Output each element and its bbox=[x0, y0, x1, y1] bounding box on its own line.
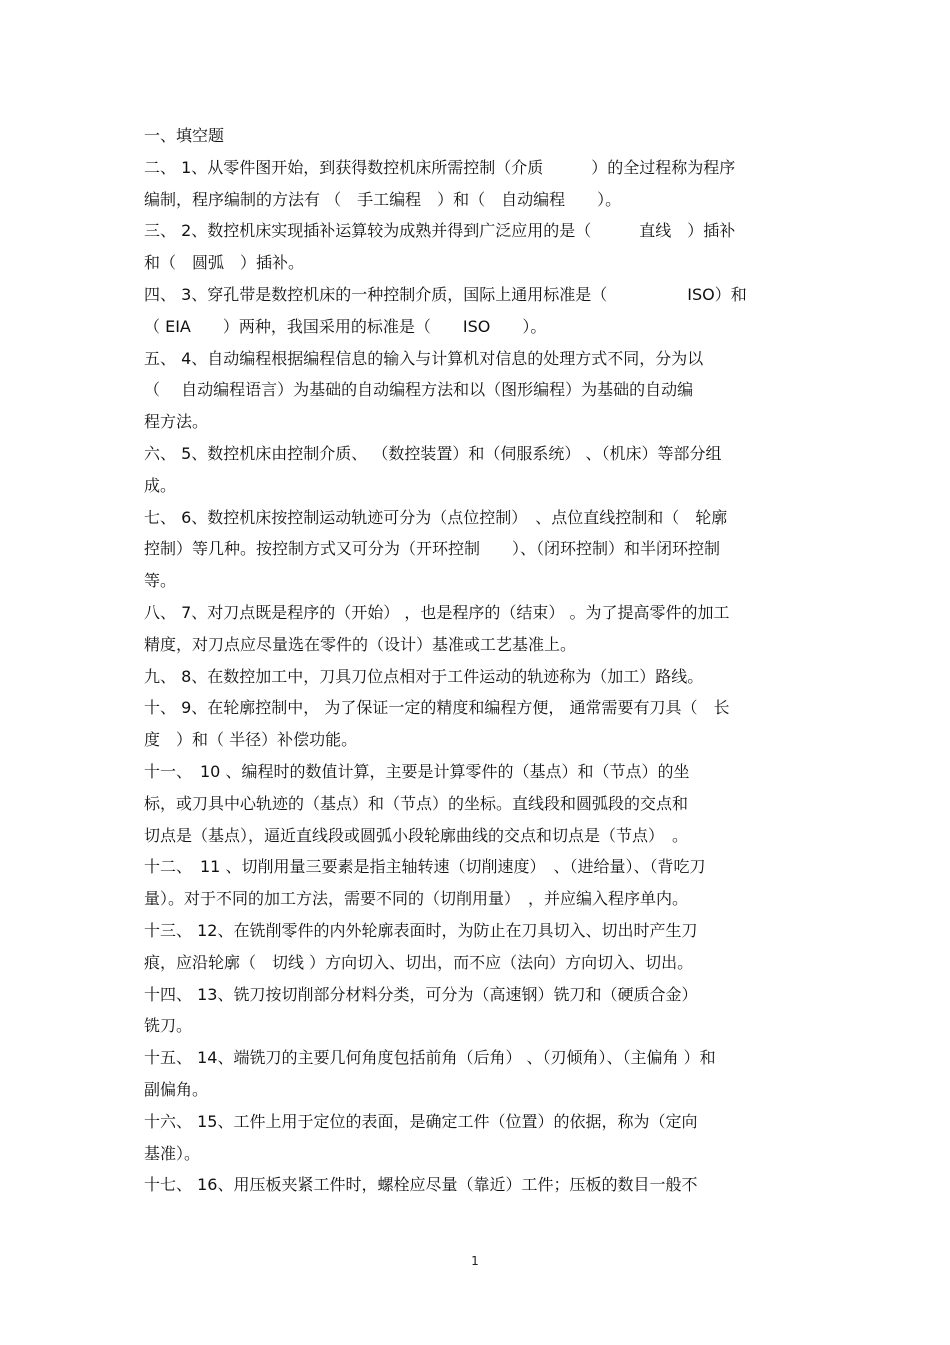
text-line: （ 自动编程语言）为基础的自动编程方法和以（图形编程）为基础的自动编 bbox=[144, 380, 694, 400]
text-line: 五、 4、自动编程根据编程信息的输入与计算机对信息的处理方式不同，分为以 bbox=[144, 348, 704, 368]
text-line: 铣刀。 bbox=[144, 1016, 193, 1036]
text-line: 等。 bbox=[144, 571, 177, 591]
text-line: 十三、 12、在铣削零件的内外轮廓表面时，为防止在刀具切入、切出时产生刀 bbox=[144, 921, 698, 940]
text-line: 十一、 10 、编程时的数值计算，主要是计算零件的（基点）和（节点）的坐 bbox=[144, 762, 690, 781]
text-line: 和（ 圆弧 ）插补。 bbox=[144, 253, 305, 273]
text-line: 十四、 13、铣刀按切削部分材料分类，可分为（高速钢）铣刀和（硬质合金） bbox=[144, 984, 698, 1004]
text-line: 标，或刀具中心轨迹的（基点）和（节点）的坐标。直线段和圆弧段的交点和 bbox=[144, 793, 689, 813]
text-line: 副偏角。 bbox=[144, 1080, 209, 1099]
text-line: 十五、 14、端铣刀的主要几何角度包括前角（后角） 、（刃倾角）、（主偏角 ）和 bbox=[144, 1048, 716, 1068]
text-line: 九、 8、在数控加工中，刀具刀位点相对于工件运动的轨迹称为（加工）路线。 bbox=[144, 666, 704, 686]
text-line: 十、 9、在轮廓控制中， 为了保证一定的精度和编程方便， 通常需要有刀具（ 长 bbox=[144, 698, 730, 718]
text-line: 十七、 16、用压板夹紧工件时，螺栓应尽量（靠近）工件；压板的数目一般不 bbox=[144, 1175, 698, 1195]
text-line: 三、 2、数控机床实现插补运算较为成熟并得到广泛应用的是（ 直线 ）插补 bbox=[144, 221, 736, 241]
page-number: 1 bbox=[471, 1254, 479, 1268]
text-line: 精度，对刀点应尽量选在零件的（设计）基准或工艺基准上。 bbox=[144, 634, 577, 654]
text-line: 编制，程序编制的方法有 （ 手工编程 ）和（ 自动编程 ）。 bbox=[144, 189, 622, 209]
text-line: 量）。对于不同的加工方法，需要不同的（切削用量） ，并应编入程序单内。 bbox=[144, 889, 689, 909]
text-line: 七、 6、数控机床按控制运动轨迹可分为（点位控制） 、点位直线控制和（ 轮廓 bbox=[144, 507, 728, 527]
text-line: 程方法。 bbox=[144, 412, 209, 432]
section-title: 一、填空题 bbox=[144, 126, 225, 145]
text-line: 基准）。 bbox=[144, 1143, 201, 1163]
text-line: （ EIA ）两种，我国采用的标准是（ ISO ）。 bbox=[144, 316, 547, 336]
text-line: 控制）等几种。按控制方式又可分为（开环控制 ）、（闭环控制）和半闭环控制 bbox=[144, 539, 721, 559]
text-line: 度 ）和（ 半径）补偿功能。 bbox=[144, 730, 358, 750]
text-line: 十六、 15、工件上用于定位的表面，是确定工件（位置）的依据，称为（定向 bbox=[144, 1111, 698, 1131]
text-line: 切点是（基点），逼近直线段或圆弧小段轮廓曲线的交点和切点是（节点） 。 bbox=[144, 825, 689, 845]
text-line: 六、 5、数控机床由控制介质、 （数控装置）和（伺服系统） 、（机床）等部分组 bbox=[144, 444, 722, 463]
text-line: 八、 7、对刀点既是程序的（开始） ，也是程序的（结束） 。为了提高零件的加工 bbox=[144, 603, 730, 622]
text-line: 十二、 11 、切削用量三要素是指主轴转速（切削速度） 、（进给量）、（背吃刀 bbox=[144, 857, 706, 877]
text-line: 成。 bbox=[144, 475, 177, 495]
text-line: 四、 3、穿孔带是数控机床的一种控制介质，国际上通用标准是（ ISO）和 bbox=[144, 285, 747, 304]
text-line: 二、 1、从零件图开始，到获得数控机床所需控制（介质 ）的全过程称为程序 bbox=[144, 157, 736, 177]
text-line: 痕，应沿轮廓（ 切线 ）方向切入、切出，而不应（法向）方向切入、切出。 bbox=[144, 952, 694, 972]
